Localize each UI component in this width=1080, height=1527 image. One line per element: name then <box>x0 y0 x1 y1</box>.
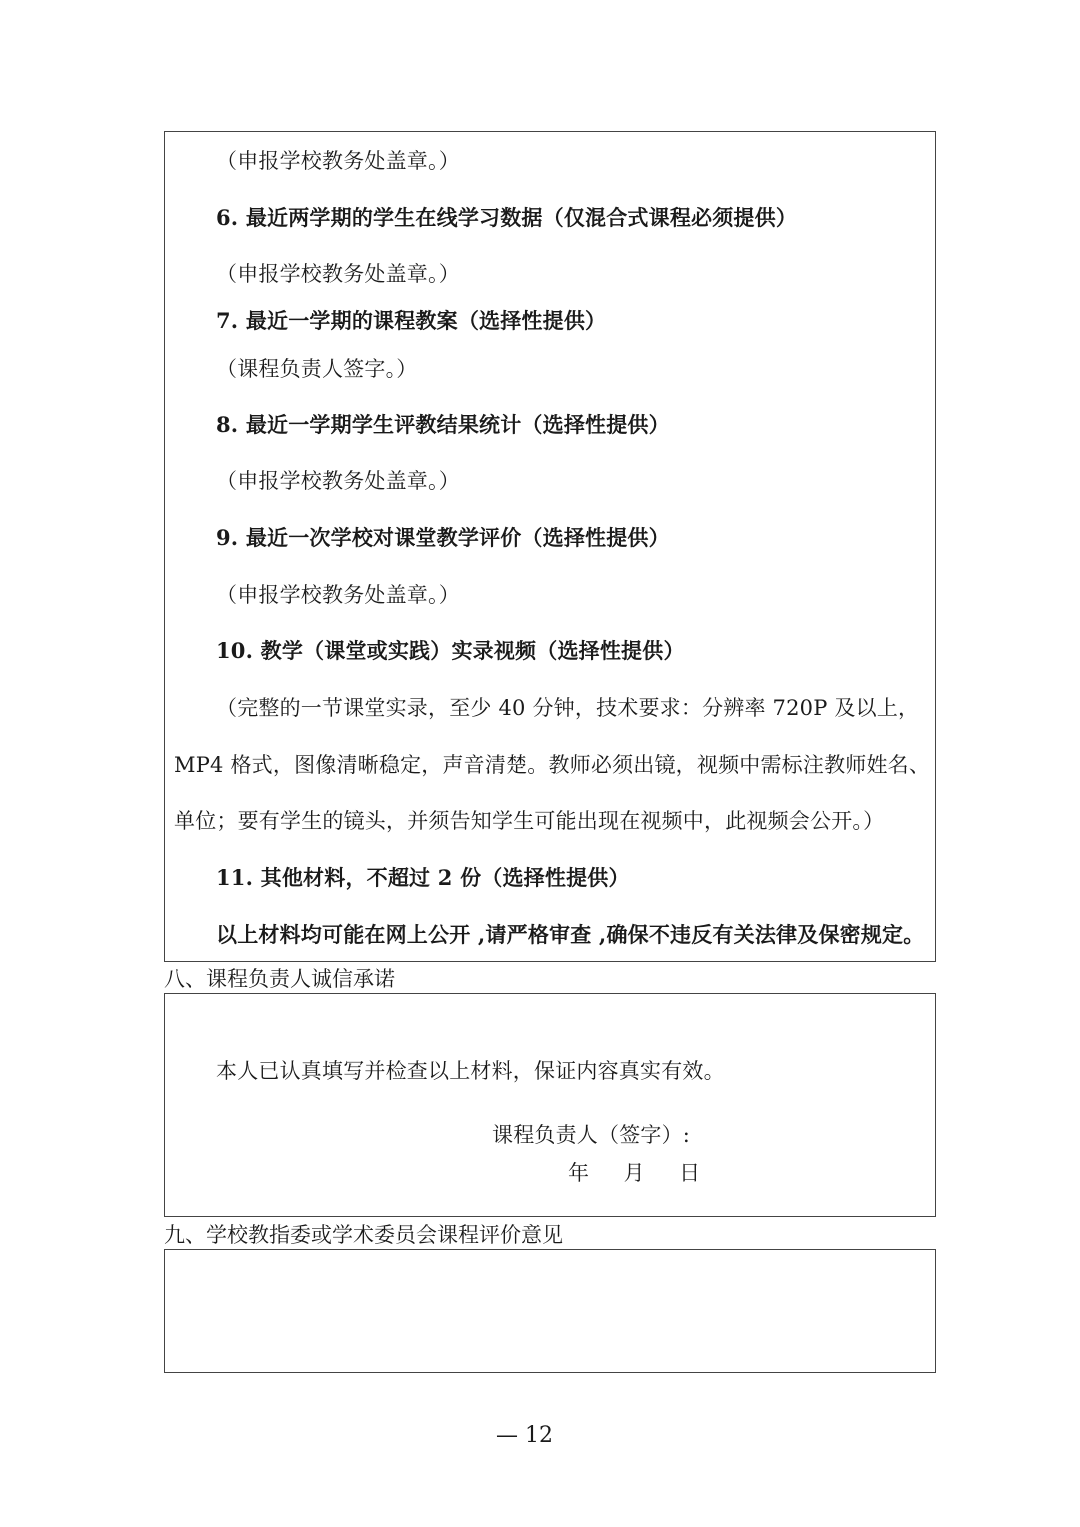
page-number: — 12 <box>496 1423 553 1448</box>
material-item-6: 6. 最近两学期的学生在线学习数据（仅混合式课程必须提供） <box>216 205 798 230</box>
section-9-heading: 九、学校教指委或学术委员会课程评价意见 <box>164 1223 563 1247</box>
video-requirements-line-2: MP4 格式，图像清晰稳定，声音清楚。教师必须出镜，视频中需标注教师姓名、 <box>174 753 931 777</box>
material-item-11: 11. 其他材料，不超过 2 份（选择性提供） <box>216 865 630 890</box>
integrity-statement: 本人已认真填写并检查以上材料，保证内容真实有效。 <box>216 1059 725 1083</box>
stamp-note: （申报学校教务处盖章。） <box>216 469 460 493</box>
video-requirements-line-1: （完整的一节课堂实录，至少 40 分钟，技术要求：分辨率 720P 及以上， <box>216 696 920 720</box>
signature-label: 课程负责人（签字）: <box>492 1123 691 1147</box>
video-requirements-line-3: 单位；要有学生的镜头，并须告知学生可能出现在视频中，此视频会公开。） <box>174 809 885 833</box>
material-item-9: 9. 最近一次学校对课堂教学评价（选择性提供） <box>216 525 670 550</box>
stamp-note: （申报学校教务处盖章。） <box>216 583 460 607</box>
section-8-heading: 八、课程负责人诚信承诺 <box>164 967 395 991</box>
evaluation-opinion-box <box>164 1249 936 1373</box>
disclosure-warning: 以上材料均可能在网上公开 ,请严格审查 ,确保不违反有关法律及保密规定。 <box>216 922 925 947</box>
material-item-7: 7. 最近一学期的课程教案（选择性提供） <box>216 308 607 333</box>
integrity-promise-box <box>164 993 936 1217</box>
date-line: 年 月 日 <box>568 1161 701 1185</box>
stamp-note: （申报学校教务处盖章。） <box>216 149 460 173</box>
material-item-8: 8. 最近一学期学生评教结果统计（选择性提供） <box>216 412 670 437</box>
material-item-10: 10. 教学（课堂或实践）实录视频（选择性提供） <box>216 638 685 663</box>
stamp-note: （申报学校教务处盖章。） <box>216 262 460 286</box>
signature-note: （课程负责人签字。） <box>216 357 418 381</box>
